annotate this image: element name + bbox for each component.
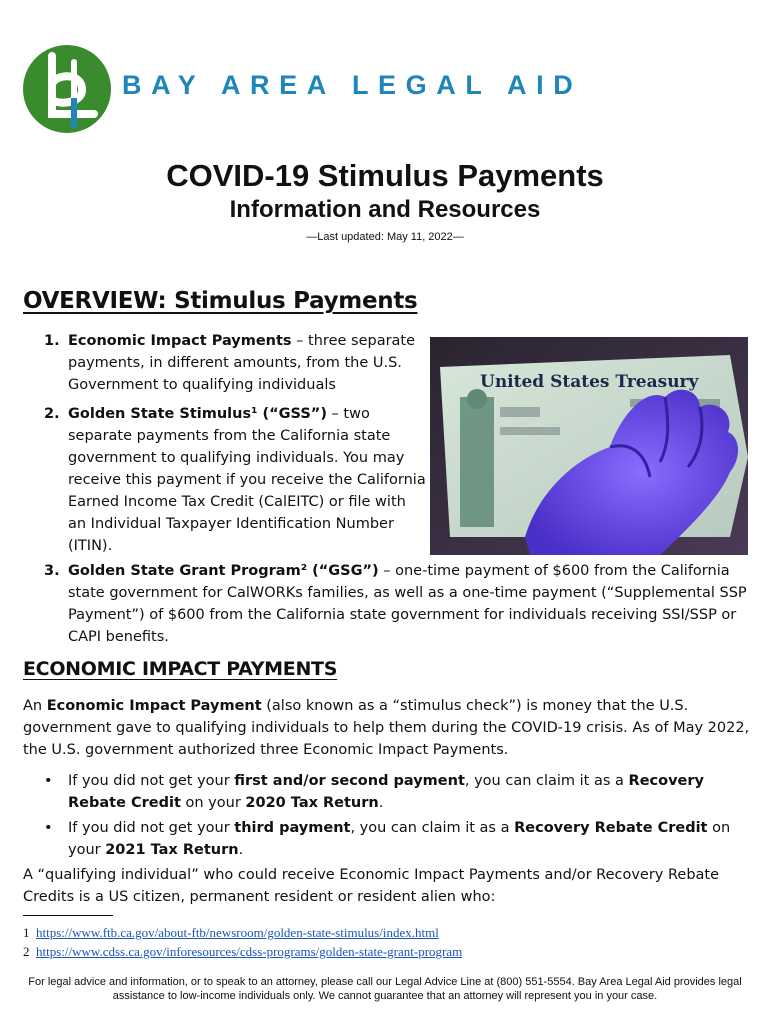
list-item-description: – one-time payment of $600 from the California state government for CalWORKs families, as well as a one-time payment (“Supplemental SSP Payment”) of $600 from the California state government for individuals receiving SSI/SSP or CAPI benefits. — [68, 563, 747, 645]
text-run-bold: Recovery Rebate Credit — [514, 820, 708, 836]
text-run: If you did not get your — [68, 820, 235, 836]
list-item-term: Economic Impact Payments — [68, 333, 292, 349]
bullet-item-third-payment — [68, 817, 758, 861]
text-run: . — [238, 842, 244, 858]
text-run-bold: third payment — [234, 820, 351, 836]
footnote-2 — [23, 944, 462, 960]
footnote-number: 2 — [23, 944, 30, 959]
text-run-bold: 2021 Tax Return — [105, 842, 239, 858]
list-item-number: 2. — [44, 406, 60, 422]
text-run-bold: first and/or second payment — [234, 773, 465, 789]
text-run: (also known as a “stimulus check”) is money that the U.S. government gave to qualifying individuals to help them during the COVID-19 crisis. As of May 2022, the U.S. government authorized three Economic Impact Payments. — [23, 698, 750, 758]
qualifying-individual-paragraph: A “qualifying individual” who could receive Economic Impact Payments and/or Recovery Rebate Credits is a US citizen, permanent resident or resident alien who: — [23, 867, 720, 905]
footnote-1 — [23, 925, 439, 941]
economic-impact-payments-heading: ECONOMIC IMPACT PAYMENTS — [23, 658, 338, 680]
organization-name: BAY AREA LEGAL AID — [122, 70, 583, 100]
list-item-number: 1. — [44, 333, 60, 349]
list-item-term: Golden State Grant Program² (“GSG”) — [68, 563, 379, 579]
footnote-number: 1 — [23, 925, 30, 940]
overview-heading: OVERVIEW: Stimulus Payments — [23, 288, 418, 314]
list-item-economic-impact-payments — [68, 330, 428, 396]
text-run: An — [23, 698, 47, 714]
text-run-bold: 2020 Tax Return — [245, 795, 379, 811]
page-title: COVID-19 Stimulus Payments — [166, 158, 604, 193]
text-run: , you can claim it as a — [350, 820, 515, 836]
eip-description-paragraph — [23, 695, 753, 761]
footnote-link-cdss[interactable]: https://www.cdss.ca.gov/inforesources/cdss-programs/golden-state-grant-program — [36, 944, 463, 959]
text-run-bold: Recovery Rebate Credit — [68, 773, 704, 811]
footnote-divider — [23, 915, 113, 916]
list-item-term: Golden State Stimulus¹ (“GSS”) — [68, 406, 327, 422]
text-run-bold: Economic Impact Payment — [46, 698, 262, 714]
text-run: , you can claim it as a — [464, 773, 629, 789]
list-item-number: 3. — [44, 563, 60, 579]
bay-area-legal-aid-logo — [22, 44, 112, 134]
list-item-description: – three separate payments, in different amounts, from the U.S. Government to qualifying individuals — [68, 333, 416, 393]
list-item-golden-state-stimulus — [68, 403, 428, 557]
bullet-dot: • — [44, 820, 53, 836]
bullet-item-first-second-payment — [68, 770, 758, 814]
footnote-link-ftb[interactable]: https://www.ftb.ca.gov/about-ftb/newsroom/golden-state-stimulus/index.html — [36, 925, 439, 940]
stimulus-check-photo — [430, 337, 748, 555]
bullet-dot: • — [44, 773, 53, 789]
check-text: United States Treasury — [480, 372, 699, 392]
list-item-description: – two separate payments from the California state government to qualifying individuals. You may receive this payment if you receive the California Earned Income Tax Credit (CalEITC) or file with an Individual Taxpayer Identification Number (ITIN). — [68, 406, 426, 554]
text-run: . — [378, 795, 384, 811]
list-item-golden-state-grant — [68, 560, 750, 648]
legal-advice-footer: For legal advice and information, or to speak to an attorney, please call our Legal Advice Line at (800) 551-5554. Bay Area Legal Aid provides legal assistance to low-income individuals only. We cannot guarantee that an attorney will represent you in your case. — [28, 976, 742, 1002]
text-run: If you did not get your — [68, 773, 235, 789]
text-run: on your — [68, 820, 731, 858]
page-subtitle: Information and Resources — [229, 196, 541, 223]
last-updated-date: —Last updated: May 11, 2022— — [306, 231, 464, 243]
text-run: on your — [180, 795, 246, 811]
